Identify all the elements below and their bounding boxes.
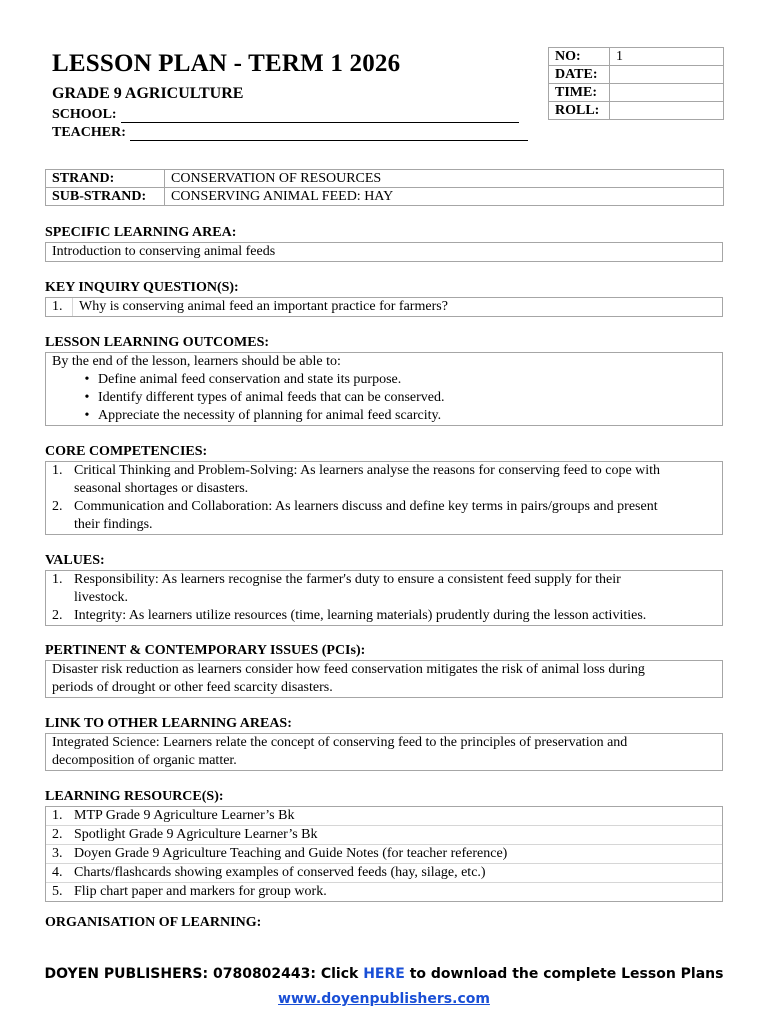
resources-section bbox=[45, 788, 723, 902]
teacher-label: TEACHER: bbox=[52, 125, 126, 140]
teacher-line bbox=[52, 125, 528, 141]
outcomes-box: By the end of the lesson, learners should be able to: • Define animal feed conservation and state its purpose. • Identify different types of animal feeds that can be conserved. • Appreciate the necessity of planning for animal feed scarcity. bbox=[45, 352, 723, 426]
bullet-icon: • bbox=[84, 408, 90, 423]
list-item: 2. Spotlight Grade 9 Agriculture Learner’s Bk bbox=[46, 825, 722, 844]
school-line bbox=[52, 107, 519, 123]
publisher-website-link[interactable]: www.doyenpublishers.com bbox=[278, 991, 490, 1007]
meta-row-no: NO: 1 bbox=[549, 48, 724, 66]
list-item: 2. Integrity: As learners utilize resources (time, learning materials) prudently during the lesson activities. bbox=[52, 608, 647, 623]
competencies-box bbox=[45, 461, 723, 535]
meta-table bbox=[548, 47, 724, 120]
school-blank bbox=[121, 110, 519, 123]
list-item: 3. Doyen Grade 9 Agriculture Teaching and Guide Notes (for teacher reference) bbox=[46, 844, 722, 863]
specific-learning-area bbox=[45, 224, 723, 262]
publisher-footer: DOYEN PUBLISHERS: 0780802443: Click HERE to download the complete Lesson Plans bbox=[44, 966, 724, 982]
list-item: • Define animal feed conservation and state its purpose. bbox=[76, 371, 716, 389]
list-item: 4. Charts/flashcards showing examples of conserved feeds (hay, silage, etc.) bbox=[46, 863, 722, 882]
bullet-icon: • bbox=[84, 372, 90, 387]
resources-box bbox=[45, 806, 723, 902]
section-heading: CORE COMPETENCIES: bbox=[45, 444, 208, 459]
grade-subtitle: GRADE 9 AGRICULTURE bbox=[52, 85, 244, 102]
teacher-blank bbox=[130, 128, 528, 141]
values-section bbox=[45, 552, 723, 626]
inquiry-box bbox=[45, 297, 723, 317]
list-item: 1. Critical Thinking and Problem-Solving: As learners analyse the reasons for conserving feed to cope with seasonal shortages or disasters. bbox=[52, 463, 661, 496]
list-item: 1. MTP Grade 9 Agriculture Learner’s Bk bbox=[52, 808, 295, 823]
outcomes-section bbox=[45, 334, 723, 426]
outcomes-list bbox=[52, 371, 716, 425]
section-heading: LEARNING RESOURCE(S): bbox=[45, 789, 224, 804]
download-here-link[interactable]: HERE bbox=[363, 966, 405, 982]
organisation-section bbox=[45, 914, 723, 932]
strand-row: STRAND: CONSERVATION OF RESOURCES bbox=[46, 170, 724, 188]
section-heading: VALUES: bbox=[45, 553, 105, 568]
link-box: Integrated Science: Learners relate the concept of conserving feed to the principles of preservation and decomposition of organic matter. bbox=[45, 733, 723, 771]
school-label: SCHOOL: bbox=[52, 107, 117, 122]
strand-table bbox=[45, 169, 724, 206]
section-heading: ORGANISATION OF LEARNING: bbox=[45, 915, 262, 930]
page-title: LESSON PLAN - TERM 1 2026 bbox=[52, 50, 401, 77]
list-item: 2. Communication and Collaboration: As learners discuss and define key terms in pairs/groups and present their findings. bbox=[52, 499, 658, 532]
list-item: 1. Why is conserving animal feed an important practice for farmers? bbox=[46, 298, 722, 316]
meta-row-time: TIME: bbox=[549, 84, 724, 102]
section-heading: LINK TO OTHER LEARNING AREAS: bbox=[45, 716, 292, 731]
section-heading: PERTINENT & CONTEMPORARY ISSUES (PCIs): bbox=[45, 643, 366, 658]
sub-strand-row: SUB-STRAND: CONSERVING ANIMAL FEED: HAY bbox=[46, 188, 724, 206]
specific-box: Introduction to conserving animal feeds bbox=[45, 242, 723, 262]
list-item: • Identify different types of animal feeds that can be conserved. bbox=[76, 389, 716, 407]
list-item: 5. Flip chart paper and markers for group work. bbox=[46, 882, 722, 901]
key-inquiry-section bbox=[45, 279, 723, 317]
list-item: • Appreciate the necessity of planning for animal feed scarcity. bbox=[76, 407, 716, 425]
competencies-section bbox=[45, 443, 723, 535]
section-heading: KEY INQUIRY QUESTION(S): bbox=[45, 280, 239, 295]
pci-section bbox=[45, 642, 723, 698]
link-section bbox=[45, 715, 723, 771]
meta-row-roll: ROLL: bbox=[549, 102, 724, 120]
values-box bbox=[45, 570, 723, 626]
list-item: 1. Responsibility: As learners recognise the farmer's duty to ensure a consistent feed supply for their livestock. bbox=[52, 572, 621, 605]
meta-row-date: DATE: bbox=[549, 66, 724, 84]
section-heading: SPECIFIC LEARNING AREA: bbox=[45, 225, 237, 240]
pci-box: Disaster risk reduction as learners consider how feed conservation mitigates the risk of animal loss during periods of drought or other feed scarcity disasters. bbox=[45, 660, 723, 698]
bullet-icon: • bbox=[84, 390, 90, 405]
section-heading: LESSON LEARNING OUTCOMES: bbox=[45, 335, 270, 350]
